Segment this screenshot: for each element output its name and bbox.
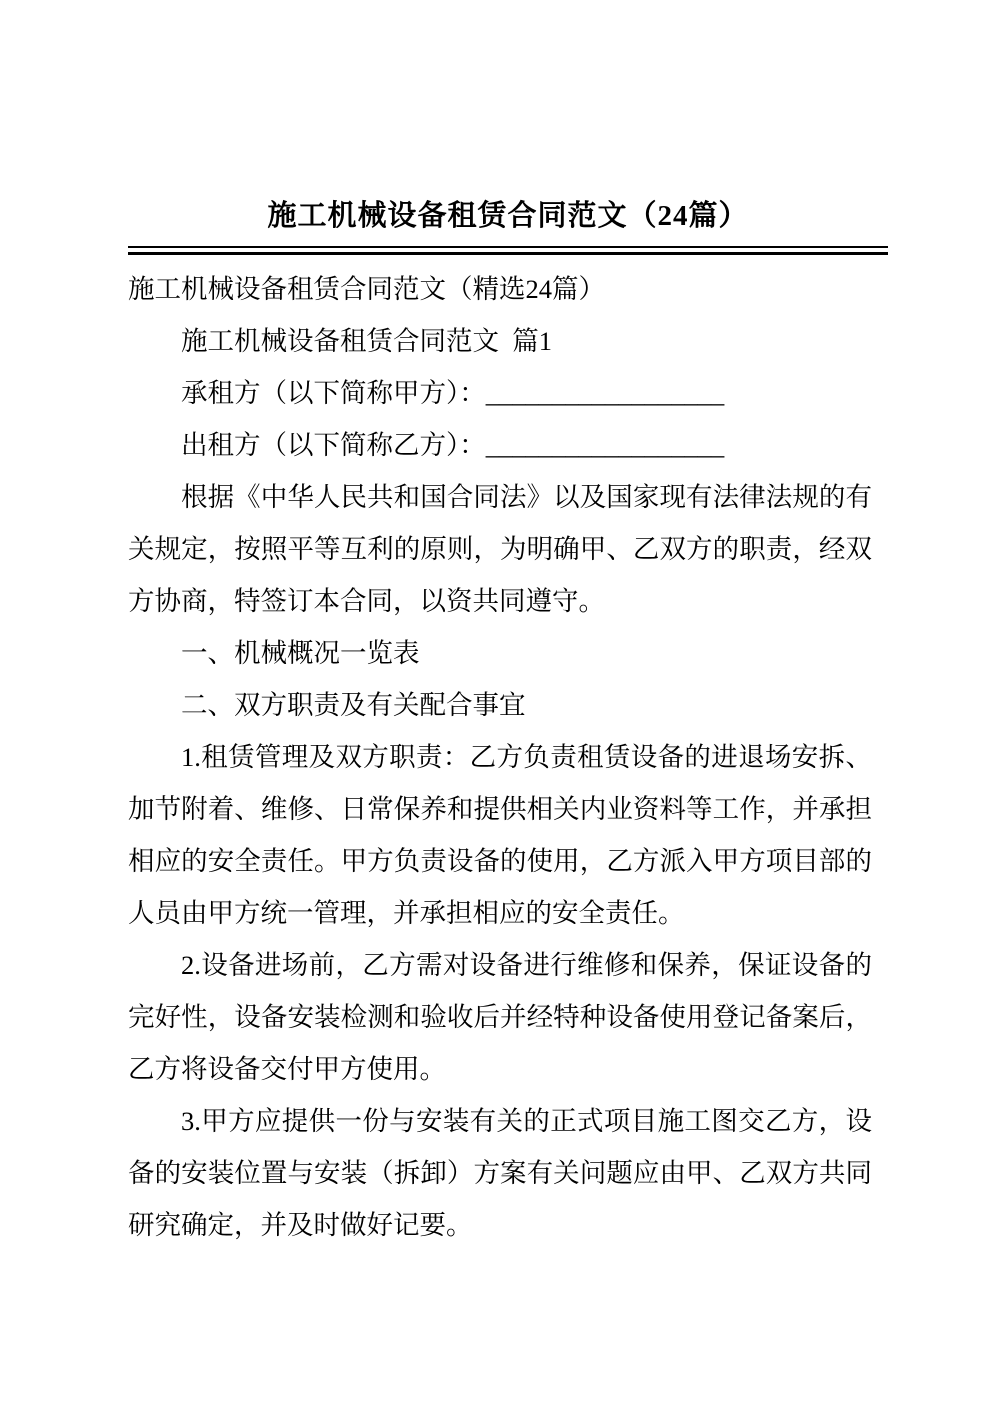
paragraph-10: 3.甲方应提供一份与安装有关的正式项目施工图交乙方，设备的安装位置与安装（拆卸）方案有关问题应由甲、乙双方共同研究确定，并及时做好记要。	[128, 1106, 872, 1240]
paragraph-1: 施工机械设备租赁合同范文（精选24篇）	[128, 274, 605, 304]
paragraph-4: 出租方（以下简称乙方）：__________________	[181, 430, 725, 460]
document-page	[128, 0, 888, 1251]
title-divider-double-rule	[128, 246, 888, 255]
document-body	[128, 263, 872, 1251]
paragraph-8: 1.租赁管理及双方职责：乙方负责租赁设备的进退场安拆、加节附着、维修、日常保养和提供相关内业资料等工作，并承担相应的安全责任。甲方负责设备的使用，乙方派入甲方项目部的人员由甲方统一管理，并承担相应的安全责任。	[128, 742, 872, 928]
paragraph-5: 根据《中华人民共和国合同法》以及国家现有法律法规的有关规定，按照平等互利的原则，为明确甲、乙双方的职责，经双方协商，特签订本合同，以资共同遵守。	[128, 482, 872, 616]
paragraph-3: 承租方（以下简称甲方）：__________________	[181, 378, 725, 408]
paragraph-6: 一、机械概况一览表	[181, 638, 420, 668]
paragraph-2: 施工机械设备租赁合同范文 篇1	[181, 326, 552, 356]
document-title: 施工机械设备租赁合同范文（24篇）	[267, 200, 749, 232]
paragraph-9: 2.设备进场前，乙方需对设备进行维修和保养，保证设备的完好性，设备安装检测和验收后并经特种设备使用登记备案后，乙方将设备交付甲方使用。	[128, 950, 872, 1084]
paragraph-7: 二、双方职责及有关配合事宜	[181, 690, 526, 720]
